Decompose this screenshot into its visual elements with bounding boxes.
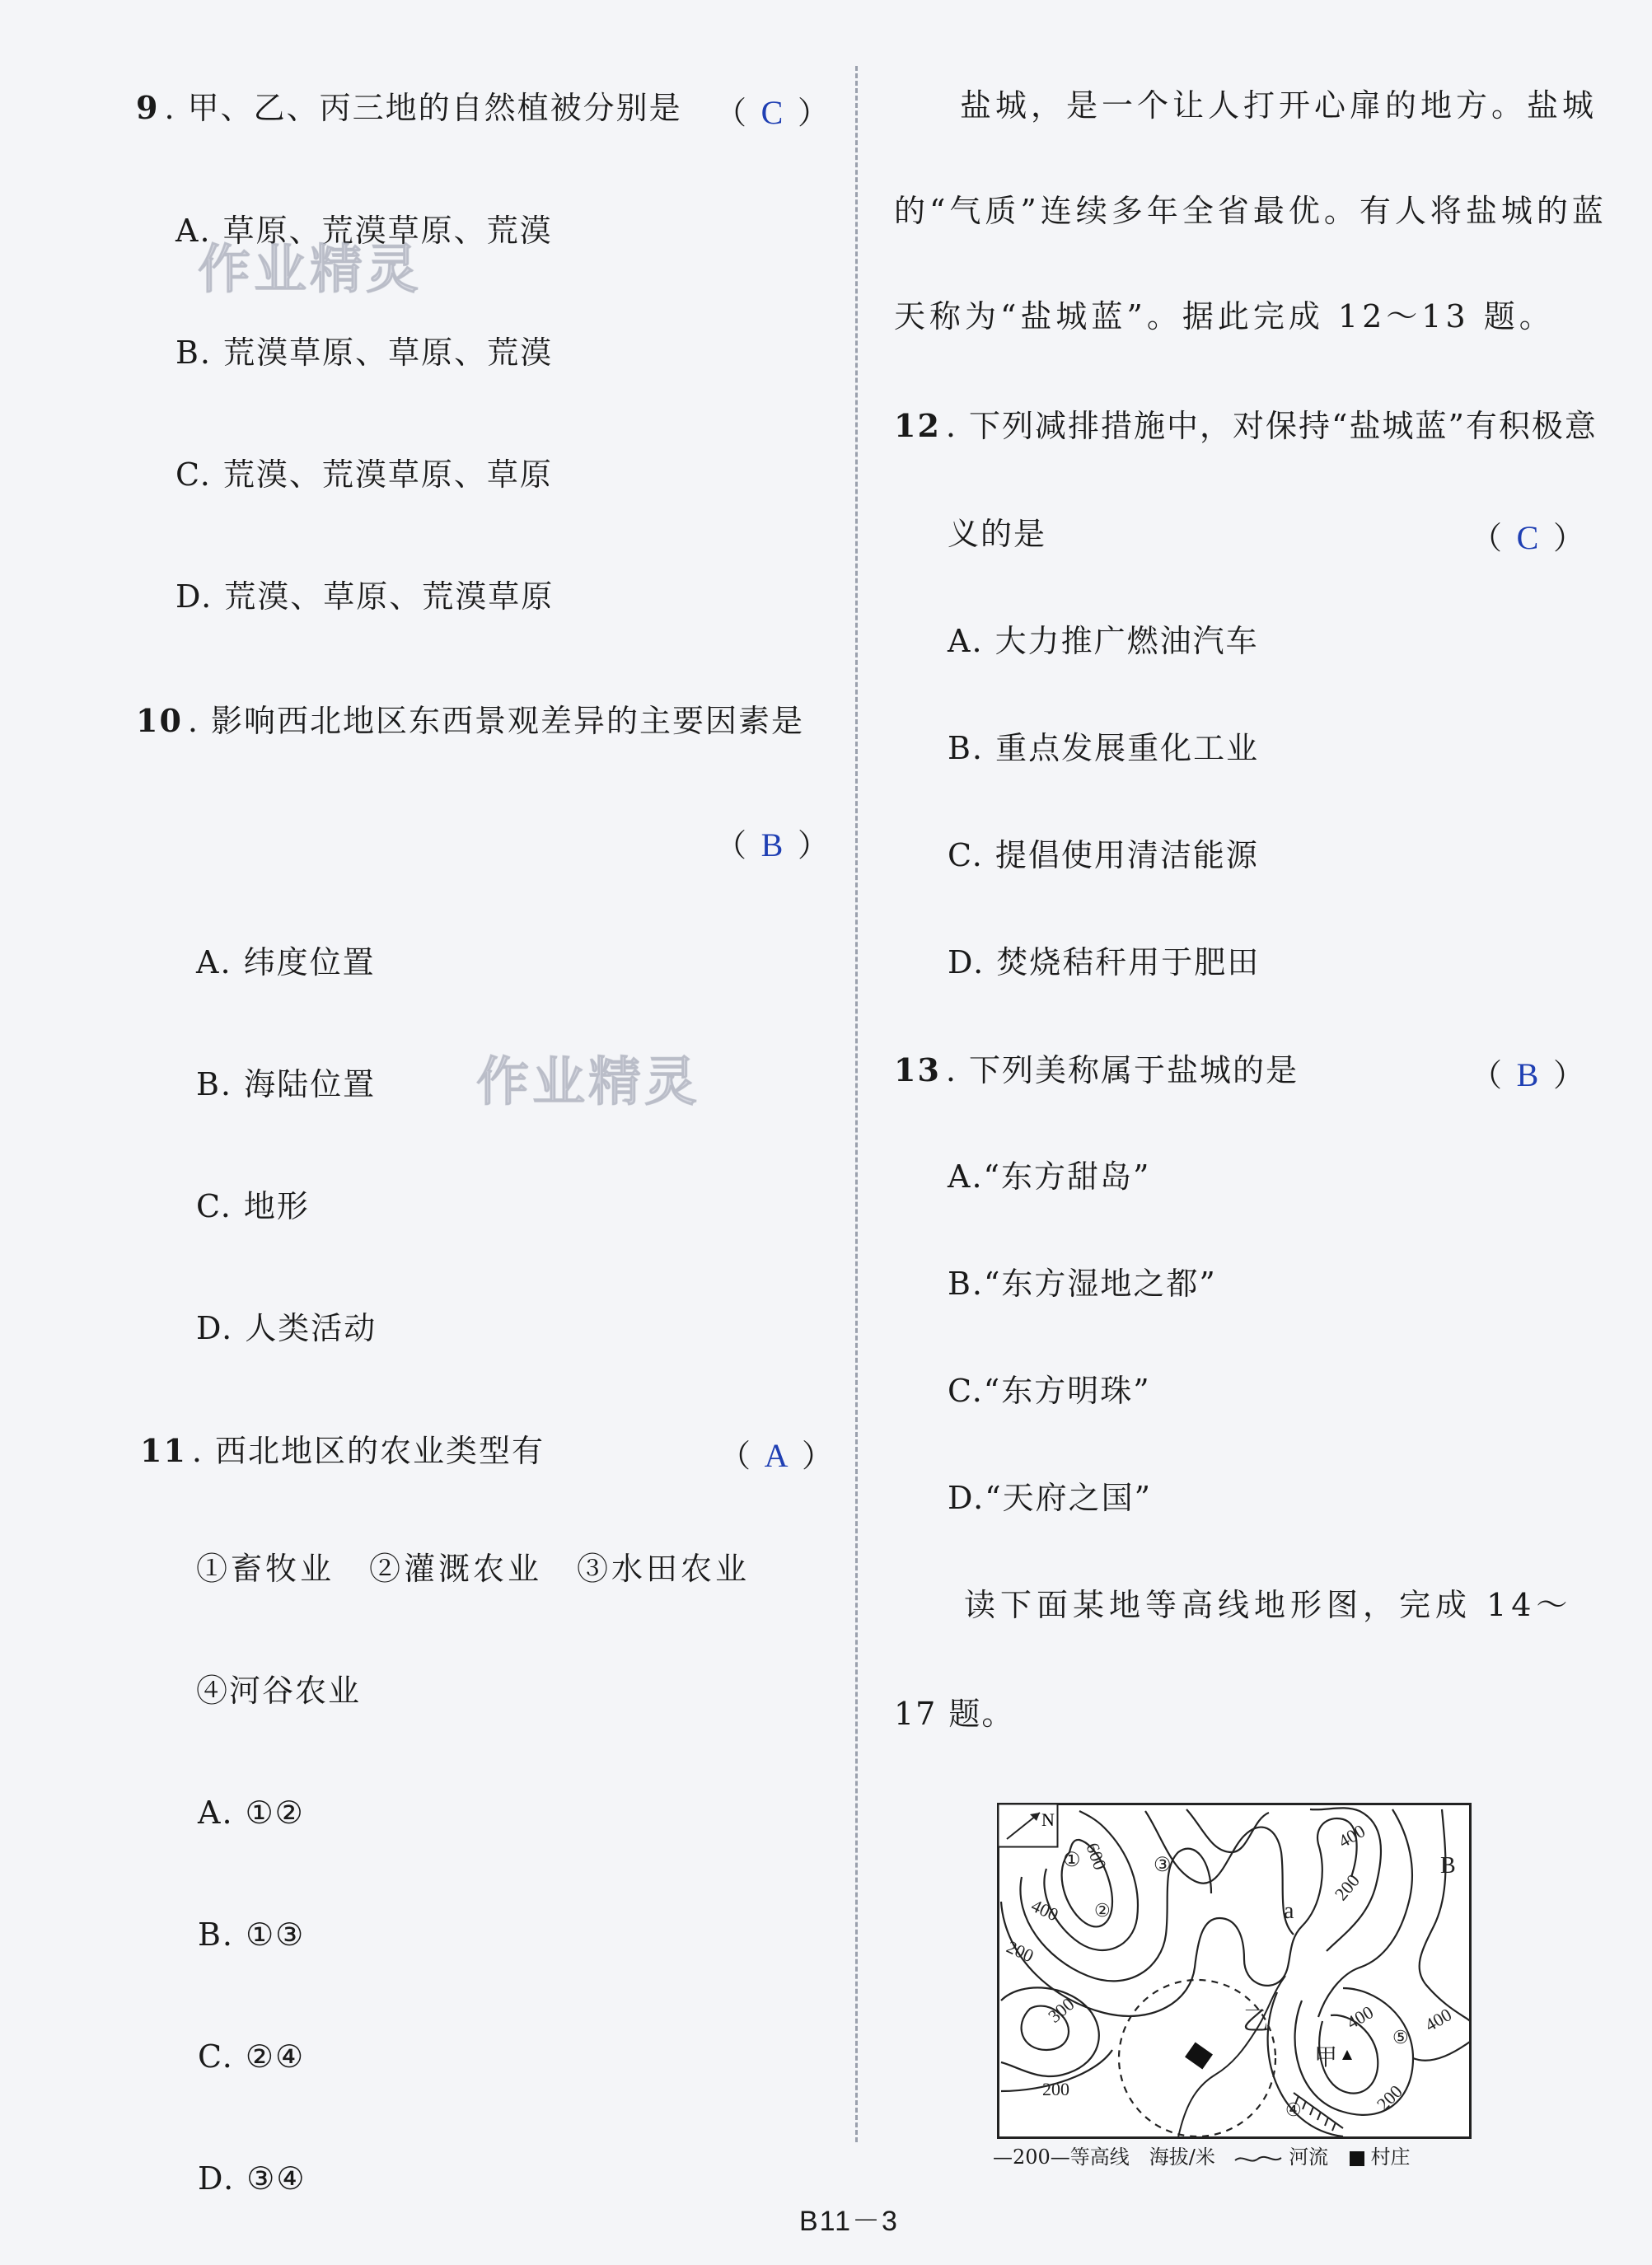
svg-text:400: 400: [1343, 2001, 1378, 2033]
option: D. 人类活动: [196, 1310, 377, 1346]
answer-letter: C: [1516, 519, 1539, 556]
option: D. ③④: [198, 2160, 307, 2197]
question-number: 13: [894, 1051, 941, 1088]
passage-line: 17 题。: [894, 1696, 1015, 1732]
question-13-answer-box: （ B ）: [1471, 1056, 1585, 1093]
river-legend-icon: [1233, 2150, 1283, 2167]
option: C.“东方明珠”: [948, 1373, 1151, 1409]
svg-text:B: B: [1440, 1853, 1456, 1879]
question-12-stem-cont: 义的是: [948, 516, 1047, 552]
question-9-stem: 9 . 甲、乙、丙三地的自然植被分别是: [136, 89, 682, 126]
passage-line: 盐城，是一个让人打开心扉的地方。盐城: [960, 87, 1598, 124]
option: B. 荒漠草原、草原、荒漠: [175, 335, 554, 371]
question-number: 12: [894, 407, 941, 444]
svg-text:200: 200: [1003, 1935, 1037, 1967]
svg-text:200: 200: [1372, 2080, 1406, 2115]
legend-village: 村庄: [1370, 2146, 1411, 2169]
svg-text:a: a: [1284, 1898, 1294, 1924]
option: B. ①③: [198, 1916, 306, 1953]
question-11-items: ①畜牧业 ②灌溉农业 ③水田农业: [196, 1551, 751, 1587]
svg-text:①: ①: [1063, 1850, 1081, 1871]
watermark: 作业精灵: [198, 240, 422, 301]
option: D. 焚烧秸秆用于肥田: [948, 944, 1261, 980]
contour-map-graphic: [997, 1803, 1472, 2141]
option: A.“东方甜岛”: [948, 1158, 1151, 1195]
question-11-stem: 11 . 西北地区的农业类型有: [140, 1432, 545, 1469]
question-12-answer-box: （ C ）: [1471, 519, 1585, 556]
question-9-answer-box: （ C ）: [715, 94, 830, 131]
question-number: 11: [140, 1432, 187, 1469]
question-12-stem: 12 . 下列减排措施中，对保持“盐城蓝”有积极意: [894, 407, 1598, 444]
option: A. 纬度位置: [196, 944, 376, 980]
map-legend: [993, 2141, 1410, 2169]
option: C. ②④: [198, 2038, 306, 2075]
question-13-stem: 13 . 下列美称属于盐城的是: [894, 1051, 1299, 1088]
question-number: 9: [136, 89, 160, 126]
question-10-answer-box: （ B ）: [715, 826, 830, 863]
svg-text:600: 600: [1082, 1840, 1111, 1873]
svg-text:③: ③: [1154, 1855, 1172, 1876]
question-10-stem: 10 . 影响西北地区东西景观差异的主要因素是: [136, 702, 805, 739]
option: B. 重点发展重化工业: [948, 730, 1260, 766]
svg-text:⑤: ⑤: [1392, 2027, 1409, 2047]
watermark: 作业精灵: [476, 1052, 700, 1113]
answer-letter: C: [760, 94, 784, 131]
svg-text:乙: 乙: [1243, 2005, 1270, 2035]
svg-text:200: 200: [1042, 2079, 1069, 2099]
passage-line: 读下面某地等高线地形图，完成 14～: [964, 1587, 1573, 1623]
svg-text:200: 200: [1330, 1870, 1364, 1905]
option: A. ①②: [198, 1795, 305, 1831]
option: A. 大力推广燃油汽车: [948, 623, 1259, 659]
option: C. 荒漠、荒漠草原、草原: [175, 456, 553, 493]
svg-text:400: 400: [1421, 2004, 1456, 2036]
question-11-items: ④河谷农业: [196, 1673, 362, 1709]
legend-contour: —200—等高线 海拔/米: [993, 2146, 1215, 2169]
svg-text:甲: 甲: [1314, 2045, 1338, 2071]
svg-text:300: 300: [1044, 1993, 1079, 2027]
page-number: B11－3: [799, 2206, 899, 2237]
question-11-answer-box: （ A ）: [719, 1437, 834, 1474]
svg-text:400: 400: [1027, 1894, 1062, 1926]
north-label: N: [1041, 1809, 1055, 1830]
passage-line: 天称为“盐城蓝”。据此完成 12～13 题。: [894, 298, 1555, 335]
answer-letter: A: [764, 1437, 789, 1474]
option: B. 海陆位置: [196, 1066, 377, 1102]
contour-map: [997, 1803, 1472, 2141]
option: B.“东方湿地之都”: [948, 1266, 1217, 1302]
option: D. 荒漠、草原、荒漠草原: [175, 578, 555, 615]
question-number: 10: [136, 702, 183, 739]
passage-line: 的“气质”连续多年全省最优。有人将盐城的蓝: [894, 193, 1608, 229]
option: C. 提倡使用清洁能源: [948, 837, 1259, 873]
svg-text:②: ②: [1094, 1900, 1111, 1921]
svg-text:④: ④: [1285, 2099, 1302, 2120]
option: A. 草原、荒漠草原、荒漠: [175, 213, 553, 249]
option: D.“天府之国”: [948, 1480, 1153, 1516]
answer-letter: B: [1516, 1056, 1539, 1093]
option: C. 地形: [196, 1188, 310, 1224]
village-legend-icon: [1350, 2151, 1364, 2166]
legend-river: 河流: [1289, 2146, 1329, 2169]
answer-letter: B: [760, 826, 784, 863]
svg-text:400: 400: [1335, 1820, 1369, 1852]
column-divider: [855, 66, 858, 2142]
